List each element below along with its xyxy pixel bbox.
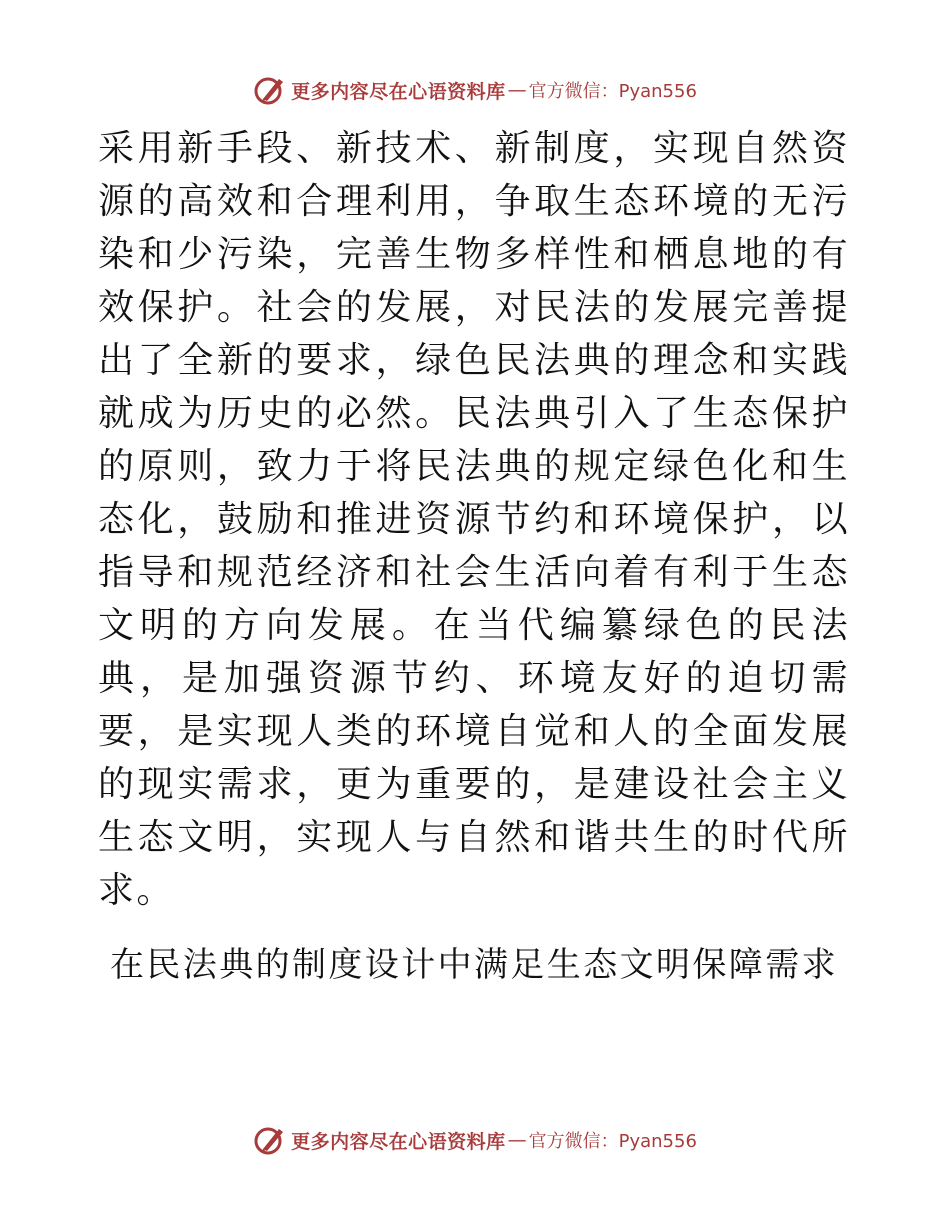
body-paragraph: 采用新手段、新技术、新制度，实现自然资源的高效和合理利用，争取生态环境的无污染和少污染，完善生物多样性和栖息地的有效保护。社会的发展，对民法的发展完善提出了全新的要求，绿色民法典的理念和实践就成为历史的必然。民法典引入了生态保护的原则，致力于将民法典的规定绿色化和生态化，鼓励和推进资源节约和环境保护，以指导和规范经济和社会生活向着有利于生态文明的方向发展。在当代编纂绿色的民法典，是加强资源节约、环境友好的迫切需要，是实现人类的环境自觉和人的全面发展的现实需求，更为重要的，是建设社会主义生态文明，实现人与自然和谐共生的时代所求。 bbox=[98, 128, 850, 911]
quill-pen-logo-icon bbox=[253, 73, 287, 107]
footer-watermark bbox=[0, 1120, 950, 1160]
watermark-site-text: 更多内容尽在心语资料库 bbox=[291, 1130, 506, 1153]
watermark-dash: — bbox=[507, 79, 527, 101]
quill-pen-logo-icon bbox=[253, 1123, 287, 1157]
header-watermark bbox=[0, 70, 950, 110]
watermark-wechat-text: 官方微信：Pyan556 bbox=[528, 1131, 697, 1152]
watermark-wechat-text: 官方微信：Pyan556 bbox=[528, 81, 697, 102]
document-body bbox=[98, 122, 850, 992]
section-heading: 在民法典的制度设计中满足生态文明保障需求 bbox=[110, 945, 838, 985]
watermark-site-text: 更多内容尽在心语资料库 bbox=[291, 80, 506, 103]
watermark-dash: — bbox=[507, 1129, 527, 1151]
